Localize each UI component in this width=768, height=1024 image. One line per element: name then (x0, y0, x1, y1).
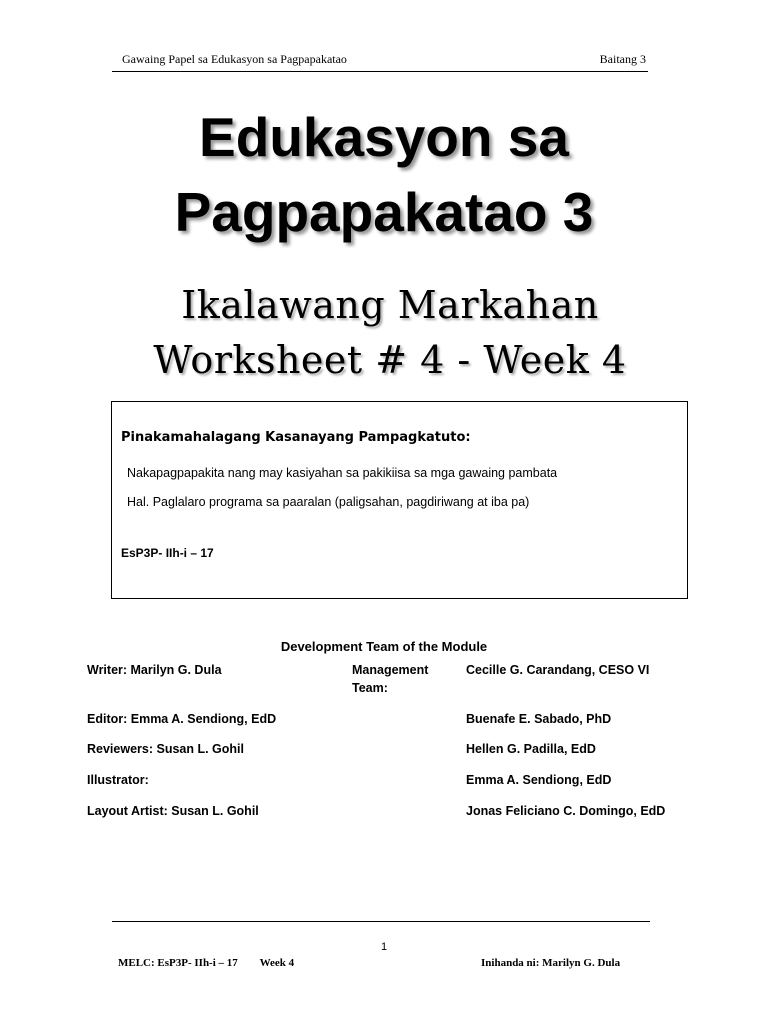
team-management-member: Cecille G. Carandang, CESO VI (466, 663, 650, 677)
header-divider (112, 71, 648, 72)
team-management-label-line1: Management (352, 663, 429, 677)
footer-melc-value: : EsP3P- IIh-i – 17 (151, 957, 238, 969)
footer-divider (112, 921, 650, 922)
team-illustrator: Illustrator: (87, 773, 149, 787)
competency-heading: Pinakamahalagang Kasanayang Pampagkatuto: (121, 430, 471, 445)
subtitle-quarter: Ikalawang Markahan (181, 283, 599, 327)
footer-melc (118, 957, 294, 969)
team-management-label-line2: Team: (352, 681, 388, 695)
subtitle-worksheet: Worksheet # 4 - Week 4 (153, 338, 627, 382)
team-management-member: Hellen G. Padilla, EdD (466, 742, 596, 756)
competency-code: EsP3P- IIh-i – 17 (121, 546, 214, 560)
competency-example: Hal. Paglalaro programa sa paaralan (paligsahan, pagdiriwang at iba pa) (127, 495, 530, 509)
main-title-line1: Edukasyon sa (199, 106, 569, 168)
team-management-label (352, 661, 428, 697)
team-reviewers: Reviewers: Susan L. Gohil (87, 742, 244, 756)
team-management-member: Buenafe E. Sabado, PhD (466, 712, 612, 726)
header-grade-text: Baitang 3 (599, 52, 646, 66)
main-title-line2: Pagpapakatao 3 (174, 181, 594, 243)
team-title: Development Team of the Module (280, 639, 488, 654)
team-writer: Writer: Marilyn G. Dula (87, 663, 222, 677)
competency-text: Nakapagpapakita nang may kasiyahan sa pakikiisa sa mga gawaing pambata (127, 466, 558, 480)
footer-week: Week 4 (259, 957, 295, 969)
team-management-member: Jonas Feliciano C. Domingo, EdD (466, 804, 666, 818)
team-management-member: Emma A. Sendiong, EdD (466, 773, 612, 787)
team-editor: Editor: Emma A. Sendiong, EdD (87, 712, 277, 726)
footer-prepared-by: Inihanda ni: Marilyn G. Dula (481, 957, 621, 969)
footer-melc-label: MELC (118, 957, 151, 969)
page-number: 1 (380, 941, 388, 953)
team-layout-artist: Layout Artist: Susan L. Gohil (87, 804, 259, 818)
header-left-text: Gawaing Papel sa Edukasyon sa Pagpapakatao (122, 52, 347, 66)
